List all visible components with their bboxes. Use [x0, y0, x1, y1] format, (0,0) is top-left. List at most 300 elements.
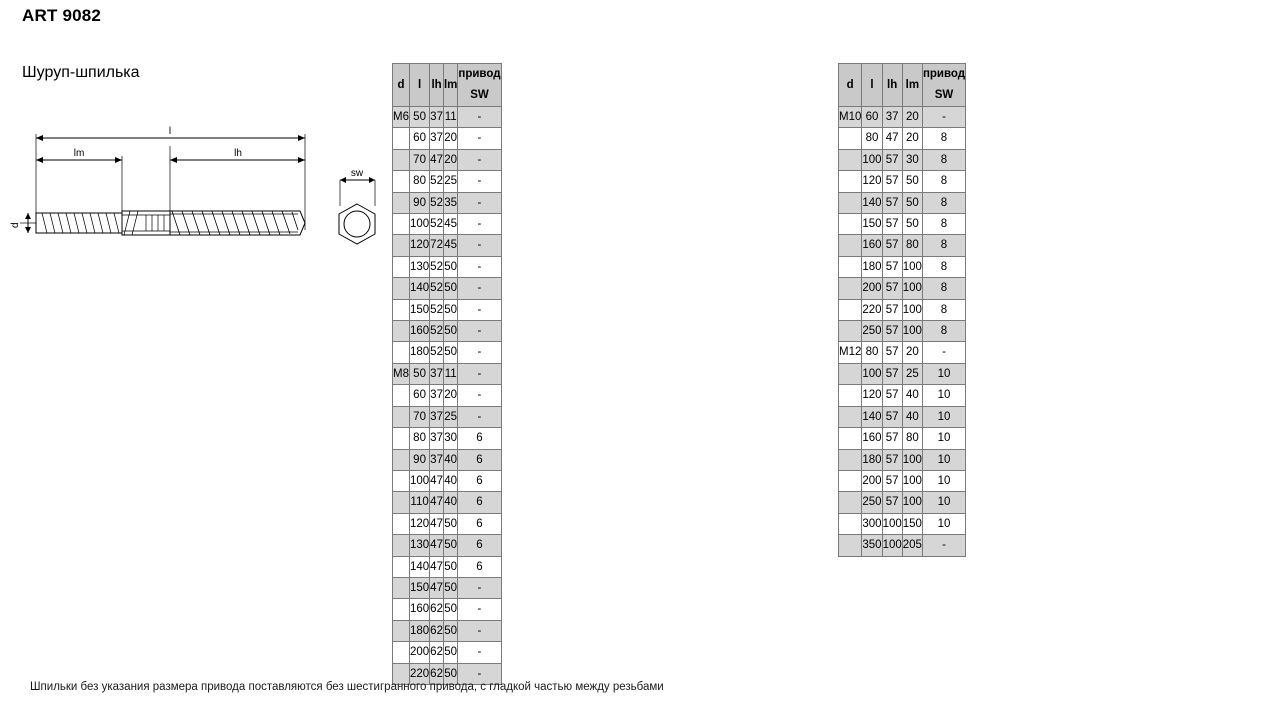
table-cell-d — [393, 556, 410, 577]
table-cell-lh: 47 — [430, 577, 444, 598]
table-cell-l: 50 — [409, 363, 429, 384]
table-cell-lh: 57 — [882, 449, 902, 470]
table-cell-d — [839, 470, 862, 491]
table-cell-lm: 40 — [443, 449, 457, 470]
table-cell-lm: 50 — [443, 535, 457, 556]
table-cell-привод-sw: 6 — [458, 428, 501, 449]
table-cell-l: 140 — [409, 556, 429, 577]
table-cell-l: 150 — [409, 577, 429, 598]
table-cell-привод-sw: 8 — [922, 128, 965, 149]
table-row — [393, 620, 502, 641]
table-cell-lh: 57 — [882, 342, 902, 363]
table-cell-привод-sw: - — [458, 171, 501, 192]
table-cell-lh: 52 — [430, 192, 444, 213]
table-cell-l: 220 — [862, 299, 882, 320]
table-cell-привод-sw: - — [458, 642, 501, 663]
table-cell-l: 120 — [409, 513, 429, 534]
table-cell-l: 90 — [409, 192, 429, 213]
table-cell-lm: 150 — [902, 513, 922, 534]
table-cell-привод-sw: 8 — [922, 214, 965, 235]
col-header-lm: lm — [902, 64, 922, 107]
table-row — [393, 406, 502, 427]
table-cell-d: M6 — [393, 107, 410, 128]
table-cell-привод-sw: - — [922, 107, 965, 128]
product-name: Шуруп-шпилька — [22, 64, 140, 81]
table-cell-привод-sw: 6 — [458, 492, 501, 513]
spec-table-m6-m8 — [392, 63, 502, 685]
col-header-lm: lm — [443, 64, 457, 107]
table-cell-lm: 50 — [443, 577, 457, 598]
table-cell-привод-sw: 8 — [922, 149, 965, 170]
table-cell-l: 250 — [862, 321, 882, 342]
table-row — [839, 235, 966, 256]
table-cell-l: 60 — [409, 385, 429, 406]
table-cell-d — [839, 385, 862, 406]
table-cell-d — [393, 171, 410, 192]
table-cell-d — [393, 385, 410, 406]
table-cell-привод-sw: - — [458, 299, 501, 320]
table-cell-lm: 25 — [902, 363, 922, 384]
table-cell-lm: 45 — [443, 235, 457, 256]
table-cell-d — [839, 535, 862, 556]
table-cell-d — [393, 235, 410, 256]
table-cell-lm: 50 — [443, 342, 457, 363]
table-cell-привод-sw: 10 — [922, 470, 965, 491]
table-cell-привод-sw: 10 — [922, 428, 965, 449]
table-row — [839, 128, 966, 149]
table-cell-привод-sw: 8 — [922, 192, 965, 213]
table-cell-привод-sw: - — [458, 192, 501, 213]
table-cell-lm: 50 — [443, 556, 457, 577]
table-cell-lm: 11 — [443, 107, 457, 128]
table-cell-lh: 37 — [430, 428, 444, 449]
table-cell-привод-sw: 10 — [922, 492, 965, 513]
table-cell-lh: 47 — [882, 128, 902, 149]
table-row — [839, 256, 966, 277]
table-row — [393, 256, 502, 277]
table-cell-lm: 50 — [443, 256, 457, 277]
table-cell-l: 60 — [862, 107, 882, 128]
table-cell-привод-sw: - — [458, 620, 501, 641]
table-row — [393, 513, 502, 534]
table-row — [393, 149, 502, 170]
table-cell-l: 120 — [409, 235, 429, 256]
table-cell-привод-sw: 8 — [922, 256, 965, 277]
table-cell-d — [393, 299, 410, 320]
table-row — [393, 599, 502, 620]
table-cell-lm: 40 — [443, 470, 457, 491]
table-cell-привод-sw: 10 — [922, 513, 965, 534]
table-cell-привод-sw: 6 — [458, 513, 501, 534]
table-row — [839, 513, 966, 534]
table-cell-lm: 50 — [443, 278, 457, 299]
table-cell-l: 100 — [409, 470, 429, 491]
table-cell-l: 220 — [409, 663, 429, 684]
table-cell-lm: 205 — [902, 535, 922, 556]
table-cell-l: 160 — [409, 599, 429, 620]
table-cell-lh: 57 — [882, 299, 902, 320]
table-row — [839, 192, 966, 213]
table-cell-l: 180 — [862, 449, 882, 470]
table-cell-l: 160 — [862, 235, 882, 256]
table-cell-lm: 45 — [443, 214, 457, 235]
table-cell-l: 160 — [409, 321, 429, 342]
table-cell-l: 50 — [409, 107, 429, 128]
table-row — [393, 492, 502, 513]
table-cell-lm: 20 — [902, 128, 922, 149]
table-row — [839, 385, 966, 406]
table-row — [393, 128, 502, 149]
table-cell-l: 80 — [862, 342, 882, 363]
table-cell-d — [393, 642, 410, 663]
table-cell-d — [839, 299, 862, 320]
table-row — [393, 535, 502, 556]
table-cell-lh: 52 — [430, 214, 444, 235]
table-cell-l: 300 — [862, 513, 882, 534]
table-cell-lm: 30 — [902, 149, 922, 170]
table-cell-d — [393, 428, 410, 449]
table-cell-l: 200 — [409, 642, 429, 663]
table-cell-l: 150 — [409, 299, 429, 320]
table-cell-привод-sw: - — [458, 406, 501, 427]
table-cell-l: 130 — [409, 535, 429, 556]
table-cell-lh: 47 — [430, 492, 444, 513]
table-cell-привод-sw: 6 — [458, 556, 501, 577]
table-cell-lh: 100 — [882, 535, 902, 556]
table-header-row — [839, 64, 966, 107]
table-cell-l: 70 — [409, 149, 429, 170]
col-header-sw: привод SW — [922, 64, 965, 107]
table-cell-d — [393, 620, 410, 641]
col-header-l: l — [409, 64, 429, 107]
table-cell-lm: 80 — [902, 235, 922, 256]
table-cell-привод-sw: - — [458, 663, 501, 684]
table-row — [393, 192, 502, 213]
table-row — [393, 470, 502, 491]
table-cell-d — [393, 256, 410, 277]
table-cell-l: 140 — [409, 278, 429, 299]
table-cell-lh: 52 — [430, 171, 444, 192]
table-cell-lm: 35 — [443, 192, 457, 213]
table-row — [839, 299, 966, 320]
table-cell-l: 150 — [862, 214, 882, 235]
table-cell-привод-sw: 8 — [922, 171, 965, 192]
table-cell-lh: 100 — [882, 513, 902, 534]
table-row — [839, 149, 966, 170]
table-cell-lh: 57 — [882, 214, 902, 235]
table-cell-lh: 37 — [430, 363, 444, 384]
table-cell-привод-sw: 8 — [922, 235, 965, 256]
table-cell-d — [839, 235, 862, 256]
table-cell-привод-sw: - — [458, 278, 501, 299]
table-cell-lh: 57 — [882, 278, 902, 299]
table-cell-d — [839, 192, 862, 213]
table-cell-lh: 57 — [882, 492, 902, 513]
table-row — [839, 492, 966, 513]
table-cell-l: 200 — [862, 470, 882, 491]
table-cell-d — [839, 214, 862, 235]
table-cell-lh: 57 — [882, 470, 902, 491]
table-cell-l: 140 — [862, 192, 882, 213]
table-cell-lm: 40 — [902, 406, 922, 427]
table-cell-lh: 37 — [430, 107, 444, 128]
table-header-row — [393, 64, 502, 107]
table-cell-lm: 40 — [443, 492, 457, 513]
table-cell-l: 120 — [862, 171, 882, 192]
table-cell-lh: 57 — [882, 363, 902, 384]
table-cell-d — [839, 278, 862, 299]
table-cell-l: 140 — [862, 406, 882, 427]
table-cell-lh: 52 — [430, 256, 444, 277]
table-row — [393, 363, 502, 384]
table-cell-d — [393, 599, 410, 620]
table-cell-l: 100 — [862, 363, 882, 384]
table-cell-l: 80 — [862, 128, 882, 149]
table-cell-d — [839, 513, 862, 534]
table-cell-lm: 50 — [443, 513, 457, 534]
table-cell-d — [393, 214, 410, 235]
table-cell-lm: 20 — [902, 107, 922, 128]
table-cell-lm: 25 — [443, 171, 457, 192]
table-row — [393, 556, 502, 577]
table-cell-d — [393, 321, 410, 342]
table-cell-lm: 40 — [902, 385, 922, 406]
table-cell-l: 80 — [409, 171, 429, 192]
table-cell-lh: 52 — [430, 342, 444, 363]
page-title: ART 9082 — [22, 6, 102, 25]
table-cell-lm: 100 — [902, 449, 922, 470]
table-cell-d: M10 — [839, 107, 862, 128]
table-row — [839, 363, 966, 384]
table-cell-l: 250 — [862, 492, 882, 513]
table-cell-l: 60 — [409, 128, 429, 149]
table-cell-lh: 57 — [882, 171, 902, 192]
col-header-d: d — [393, 64, 410, 107]
table-cell-d — [839, 321, 862, 342]
table-row — [393, 171, 502, 192]
table-cell-привод-sw: - — [458, 128, 501, 149]
table-cell-lh: 52 — [430, 321, 444, 342]
table-cell-d — [839, 363, 862, 384]
table-cell-lh: 62 — [430, 620, 444, 641]
table-cell-d — [839, 171, 862, 192]
table-cell-привод-sw: 8 — [922, 278, 965, 299]
table-cell-lh: 72 — [430, 235, 444, 256]
table-cell-l: 130 — [409, 256, 429, 277]
table-row — [393, 299, 502, 320]
table-cell-lm: 100 — [902, 278, 922, 299]
table-cell-lm: 50 — [902, 171, 922, 192]
table-cell-d — [839, 128, 862, 149]
table-cell-l: 70 — [409, 406, 429, 427]
table-row — [839, 214, 966, 235]
table-cell-привод-sw: 10 — [922, 363, 965, 384]
table-cell-d — [393, 449, 410, 470]
table-cell-lm: 80 — [902, 428, 922, 449]
table-cell-d — [393, 406, 410, 427]
table-cell-l: 110 — [409, 492, 429, 513]
table-cell-lh: 47 — [430, 556, 444, 577]
table-cell-l: 100 — [409, 214, 429, 235]
table-row — [839, 428, 966, 449]
table-cell-lh: 57 — [882, 235, 902, 256]
table-cell-lm: 100 — [902, 470, 922, 491]
table-cell-d — [839, 449, 862, 470]
table-cell-привод-sw: - — [458, 107, 501, 128]
table-cell-привод-sw: 6 — [458, 449, 501, 470]
col-header-lh: lh — [882, 64, 902, 107]
table-cell-привод-sw: 6 — [458, 535, 501, 556]
table-row — [393, 642, 502, 663]
table-cell-lm: 11 — [443, 363, 457, 384]
table-cell-lh: 37 — [430, 406, 444, 427]
table-cell-привод-sw: - — [458, 214, 501, 235]
table-row — [393, 235, 502, 256]
table-cell-l: 180 — [409, 342, 429, 363]
table-cell-d — [839, 256, 862, 277]
table-cell-d — [393, 149, 410, 170]
table-row — [393, 342, 502, 363]
table-cell-lm: 100 — [902, 492, 922, 513]
table-cell-lh: 37 — [882, 107, 902, 128]
table-cell-d — [393, 278, 410, 299]
table-cell-lh: 57 — [882, 321, 902, 342]
table-cell-d — [393, 192, 410, 213]
table-row — [839, 107, 966, 128]
table-cell-привод-sw: 10 — [922, 449, 965, 470]
table-cell-привод-sw: 10 — [922, 385, 965, 406]
table-cell-lm: 100 — [902, 256, 922, 277]
table-cell-привод-sw: - — [922, 535, 965, 556]
col-header-d: d — [839, 64, 862, 107]
table-cell-d — [393, 577, 410, 598]
table-cell-lh: 62 — [430, 642, 444, 663]
table-cell-d — [393, 128, 410, 149]
table-cell-lm: 25 — [443, 406, 457, 427]
table-cell-lh: 62 — [430, 599, 444, 620]
table-cell-lh: 47 — [430, 149, 444, 170]
col-header-l: l — [862, 64, 882, 107]
table-row — [839, 171, 966, 192]
table-cell-lh: 57 — [882, 428, 902, 449]
table-cell-l: 180 — [409, 620, 429, 641]
table-cell-lh: 47 — [430, 470, 444, 491]
footnote: Шпильки без указания размера привода поставляются без шестигранного привода, с гладкой частью между резьбами — [30, 681, 664, 693]
table-cell-lm: 50 — [443, 620, 457, 641]
table-cell-lh: 62 — [430, 663, 444, 684]
table-cell-привод-sw: - — [458, 577, 501, 598]
table-cell-lm: 50 — [902, 214, 922, 235]
table-cell-lm: 100 — [902, 321, 922, 342]
table-cell-привод-sw: - — [458, 342, 501, 363]
table-row — [393, 321, 502, 342]
table-cell-lh: 37 — [430, 128, 444, 149]
table-row — [393, 107, 502, 128]
table-row — [839, 278, 966, 299]
table-row — [393, 577, 502, 598]
table-cell-lm: 50 — [902, 192, 922, 213]
table-row — [839, 449, 966, 470]
table-cell-lh: 57 — [882, 385, 902, 406]
svg-text:l: l — [168, 126, 172, 137]
table-cell-d — [393, 535, 410, 556]
table-cell-lm: 30 — [443, 428, 457, 449]
table-cell-привод-sw: - — [922, 342, 965, 363]
table-cell-d — [393, 492, 410, 513]
table-cell-lm: 50 — [443, 642, 457, 663]
table-cell-d — [839, 492, 862, 513]
table-cell-lh: 52 — [430, 299, 444, 320]
col-header-sw: привод SW — [458, 64, 501, 107]
table-cell-привод-sw: 10 — [922, 406, 965, 427]
table-cell-l: 100 — [862, 149, 882, 170]
table-row — [393, 385, 502, 406]
table-cell-lh: 57 — [882, 406, 902, 427]
svg-text:lm: lm — [73, 148, 85, 159]
table-cell-привод-sw: - — [458, 235, 501, 256]
table-cell-lm: 20 — [443, 385, 457, 406]
table-cell-l: 160 — [862, 428, 882, 449]
table-row — [393, 214, 502, 235]
product-drawing — [0, 110, 390, 280]
table-row — [393, 278, 502, 299]
table-cell-d: M8 — [393, 363, 410, 384]
table-row — [393, 449, 502, 470]
table-cell-d — [839, 406, 862, 427]
table-cell-l: 350 — [862, 535, 882, 556]
table-row — [839, 535, 966, 556]
table-cell-l: 80 — [409, 428, 429, 449]
table-cell-l: 90 — [409, 449, 429, 470]
svg-text:lh: lh — [234, 148, 242, 159]
table-cell-lh: 47 — [430, 513, 444, 534]
table-cell-lm: 50 — [443, 299, 457, 320]
table-cell-l: 180 — [862, 256, 882, 277]
svg-text:d: d — [10, 222, 21, 228]
table-cell-lm: 100 — [902, 299, 922, 320]
table-cell-привод-sw: 8 — [922, 299, 965, 320]
table-cell-d — [393, 513, 410, 534]
table-cell-d — [839, 149, 862, 170]
table-cell-l: 200 — [862, 278, 882, 299]
table-cell-lh: 37 — [430, 385, 444, 406]
table-cell-привод-sw: - — [458, 385, 501, 406]
table-cell-привод-sw: 6 — [458, 470, 501, 491]
col-header-lh: lh — [430, 64, 444, 107]
table-cell-d: M12 — [839, 342, 862, 363]
table-cell-lm: 20 — [443, 128, 457, 149]
table-cell-lm: 50 — [443, 663, 457, 684]
table-cell-привод-sw: - — [458, 363, 501, 384]
table-row — [393, 428, 502, 449]
table-cell-l: 120 — [862, 385, 882, 406]
table-cell-привод-sw: - — [458, 321, 501, 342]
table-cell-привод-sw: - — [458, 256, 501, 277]
table-row — [839, 470, 966, 491]
table-cell-lh: 52 — [430, 278, 444, 299]
table-cell-d — [393, 470, 410, 491]
table-row — [839, 406, 966, 427]
table-row — [839, 342, 966, 363]
table-cell-lm: 20 — [902, 342, 922, 363]
table-cell-lm: 20 — [443, 149, 457, 170]
table-cell-d — [393, 342, 410, 363]
table-row — [839, 321, 966, 342]
table-cell-lh: 37 — [430, 449, 444, 470]
svg-text:sw: sw — [350, 168, 364, 179]
spec-table-m10-m12 — [838, 63, 966, 557]
table-cell-lm: 50 — [443, 599, 457, 620]
